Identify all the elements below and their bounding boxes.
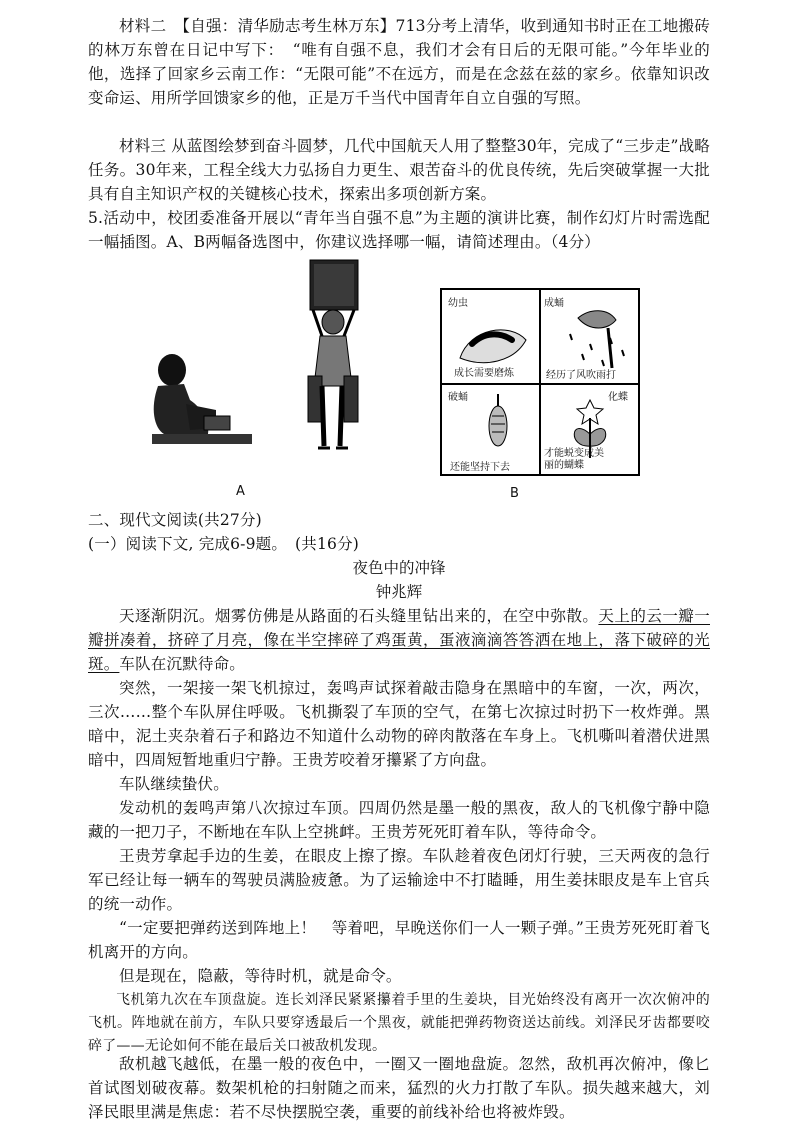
- p1-underlined-sentence: 天上的云一瓣一瓣拼凑着，挤碎了月亮，像在半空摔碎了鸡蛋黄，蛋液滴滴答答洒在地上，落下破碎的光斑。: [88, 607, 710, 673]
- figure-b-grid: [440, 288, 640, 476]
- panel-4-top-label: 化蝶: [608, 392, 628, 403]
- material-three: 材料三 从蓝图绘梦到奋斗圆梦，几代中国航天人用了整整30年，完成了“三步走”战略任务。30年来，工程全线大力弘扬自力更生、艰苦奋斗的优良传统，先后突破掌握一大批具有自主知识产权的关键核心技术，探索出多项创新方案。: [88, 137, 711, 203]
- article-title: 夜色中的冲锋: [352, 559, 446, 577]
- figure-b-caption: B: [510, 486, 519, 501]
- p1-rest: 车队在沉默待命。: [119, 655, 246, 673]
- panel-2-bottom-label: 经历了风吹雨打: [546, 370, 616, 381]
- article-paragraph-4: 发动机的轰鸣声第八次掠过车顶。四周仍然是墨一般的黑夜，敌人的飞机像宁静中隐藏的一把刀子，不断地在车队上空挑衅。王贵芳死死盯着车队，等待命令。: [88, 799, 710, 841]
- article-paragraph-7: 但是现在，隐蔽，等待时机，就是命令。: [119, 967, 402, 985]
- figure-a-illustration: [150, 258, 375, 468]
- panel-1-bottom-label: 成长需要磨炼: [454, 368, 514, 379]
- panel-3-top-label: 破蛹: [448, 392, 468, 403]
- p1-plain: 天逐渐阴沉。烟雾仿佛是从路面的石头缝里钻出来的，在空中弥散。: [119, 607, 599, 625]
- article-paragraph-2: 突然，一架接一架飞机掠过，轰鸣声试探着敲击隐身在黑暗中的车窗，一次，两次，三次……整个车队屏住呼吸。飞机撕裂了车顶的空气，在第七次掠过时扔下一枚炸弹。黑暗中，泥土夹杂着石子和路边不知道什么动物的碎肉散落在车身上。飞机嘶叫着潜伏进黑暗中，四周短暂地重归宁静。王贵芳咬着牙攥紧了方向盘。: [88, 679, 710, 769]
- panel-2-top-label: 成蛹: [544, 298, 564, 309]
- panel-1-top-label: 幼虫: [448, 298, 468, 309]
- article-paragraph-9: 敌机越飞越低，在墨一般的夜色中，一圈又一圈地盘旋。忽然，敌机再次俯冲，像匕首试图划破夜幕。数架机枪的扫射随之而来，猛烈的火力打散了车队。损失越来越大，刘泽民眼里满是焦虑：若不尽快摆脱空袭，重要的前线补给也将被炸毁。: [88, 1055, 710, 1121]
- article-paragraph-1: [88, 604, 710, 676]
- figure-a-caption: A: [236, 484, 245, 499]
- article-author: 钟兆辉: [375, 583, 423, 601]
- article-paragraph-6: “一定要把弹药送到阵地上！ 等着吧，早晚送你们一人一颗子弹。”王贵芳死死盯着飞机离开的方向。: [88, 919, 710, 961]
- panel-3-bottom-label: 还能坚持下去: [450, 462, 510, 473]
- article-paragraph-5: 王贵芳拿起手边的生姜，在眼皮上擦了擦。车队趁着夜色闭灯行驶，三天两夜的急行军已经让每一辆车的驾驶员满脸疲惫。为了运输途中不打瞌睡，用生姜抹眼皮是车上官兵的统一动作。: [88, 847, 710, 913]
- section-two-title: 二、现代文阅读(共27分): [88, 511, 262, 529]
- article-paragraph-8: 飞机第九次在车顶盘旋。连长刘泽民紧紧攥着手里的生姜块，目光始终没有离开一次次俯冲的飞机。阵地就在前方，车队只要穿透最后一个黑夜，就能把弹药物资送达前线。刘泽民牙齿都要咬碎了——无论如何不能在最后关口被敌机发现。: [88, 992, 710, 1054]
- part-one-title: (一）阅读下文, 完成6-9题。 (共16分): [88, 535, 360, 553]
- article-paragraph-3: 车队继续蛰伏。: [119, 775, 229, 793]
- figure-b: [440, 288, 640, 476]
- panel-4-bottom-label: 才能蜕变成美丽的蝴蝶: [544, 448, 604, 471]
- figure-a: [150, 258, 375, 468]
- material-two: 材料二 【自强：清华励志考生林万东】713分考上清华，收到通知书时正在工地搬砖的林万东曾在日记中写下： “唯有自强不息，我们才会有日后的无限可能。”今年毕业的他，选择了回家乡云南工作：“无限可能”不在远方，而是在念兹在兹的家乡。依靠知识改变命运、用所学回馈家乡的他，正是万千当代中国青年自立自强的写照。: [88, 17, 710, 107]
- question-5: 5.活动中，校团委准备开展以“青年当自强不息”为主题的演讲比赛，制作幻灯片时需选配一幅插图。A、B两幅备选图中，你建议选择哪一幅，请简述理由。（4分）: [88, 209, 710, 251]
